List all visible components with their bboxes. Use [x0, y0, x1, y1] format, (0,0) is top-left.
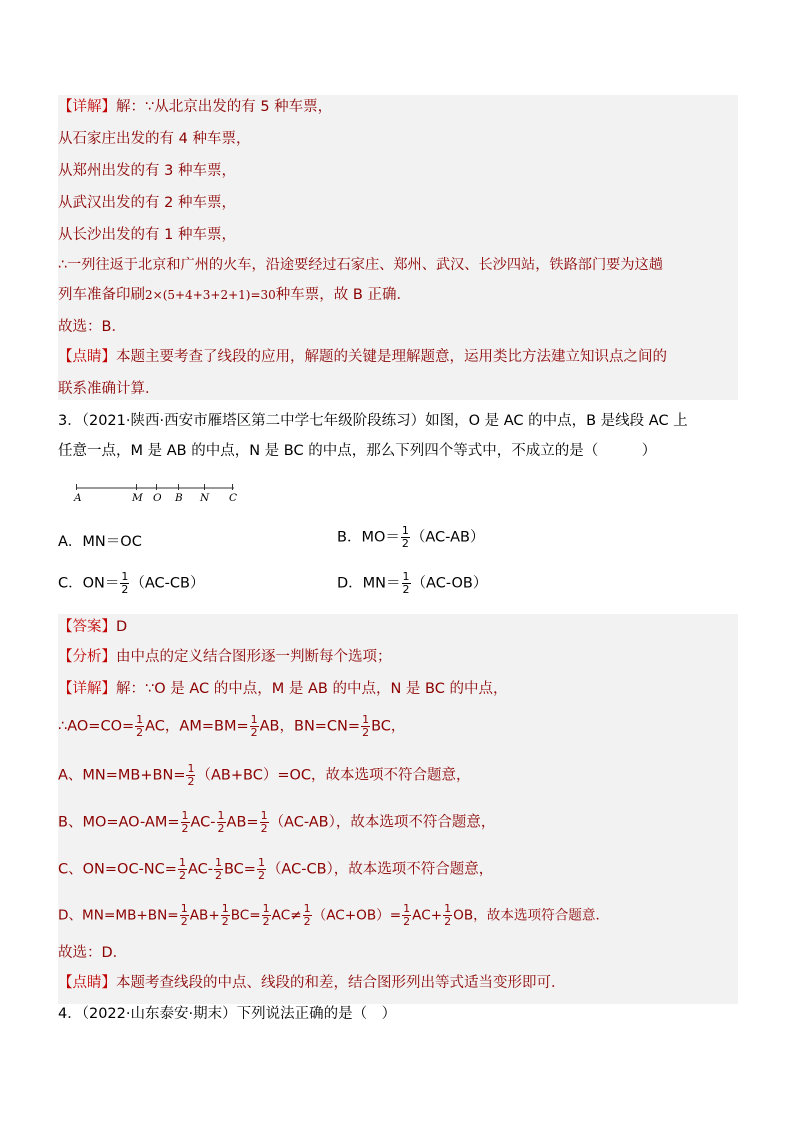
option-a-check	[58, 763, 471, 788]
fraction-half	[186, 763, 195, 788]
frac-den: 2	[178, 869, 186, 882]
option-a: A．MN＝OC	[58, 534, 142, 550]
eq-part: B、MO=AO-AM=	[58, 814, 180, 831]
fraction-half	[180, 903, 189, 928]
option-d-check	[58, 903, 609, 928]
frac-num: 1	[187, 762, 195, 775]
question-3-line-2: 任意一点，M 是 AB 的中点，N 是 BC 的中点，那么下列四个等式中，不成立的是（ ）	[58, 443, 657, 459]
segment-line	[74, 484, 254, 492]
frac-den: 2	[362, 726, 370, 739]
fraction-half	[221, 903, 230, 928]
print-suffix: 种车票，故 B 正确．	[275, 287, 411, 303]
detail-line-2: 从石家庄出发的有 4 种车票，	[58, 131, 251, 147]
option-b-pre: B．MO＝	[337, 529, 400, 546]
frac-num: 1	[217, 809, 225, 822]
frac-num: 1	[250, 713, 258, 726]
eq-part: D、MN=MB+BN=	[58, 907, 179, 924]
frac-den: 2	[181, 822, 189, 835]
eq-part: AC≠	[271, 907, 302, 924]
analysis-text: 由中点的定义结合图形逐一判断每个选项；	[116, 649, 392, 665]
detail-line-3: 从郑州出发的有 3 种车票，	[58, 163, 236, 179]
option-c-post: （AC-CB）	[130, 575, 205, 592]
label-a: A	[74, 492, 82, 504]
detail3-line	[58, 679, 507, 699]
solution-block-3	[58, 614, 738, 1004]
label-b: B	[175, 492, 183, 504]
eq-part: （AB+BC）=OC，故本选项不符合题意，	[196, 767, 471, 784]
option-c-pre: C．ON＝	[58, 575, 120, 592]
fraction-half	[250, 714, 259, 739]
frac-num: 1	[180, 902, 188, 915]
frac-den: 2	[221, 915, 229, 928]
detail-text: 解：∵从北京出发的有 5 种车票，	[116, 99, 333, 115]
frac-num: 1	[221, 902, 229, 915]
frac-den: 2	[121, 583, 129, 596]
choose3-line: 故选：D．	[58, 945, 128, 961]
detail-line-6: ∴一列往返于北京和广州的火车，沿途要经过石家庄、郑州、武汉、长沙四站，铁路部门要为这趟	[58, 257, 663, 273]
tick-c	[232, 484, 233, 490]
detail-line	[58, 97, 332, 117]
detail3-text: 解：∵O 是 AC 的中点，M 是 AB 的中点，N 是 BC 的中点，	[116, 681, 508, 697]
frac-num: 1	[401, 524, 409, 537]
option-b	[337, 525, 484, 550]
comment3-tag: 【点睛】	[58, 975, 116, 991]
fraction-half	[401, 525, 410, 550]
frac-num: 1	[444, 902, 452, 915]
eq-part: AC+	[412, 907, 443, 924]
eq-part: （AC-AB），故本选项不符合题意，	[269, 814, 496, 831]
eq-part: （AC-CB），故本选项不符合题意，	[266, 861, 494, 878]
frac-num: 1	[136, 713, 144, 726]
frac-den: 2	[401, 537, 409, 550]
eq-part: A、MN=MB+BN=	[58, 767, 186, 784]
eq-part: OB，故本选项符合题意．	[453, 907, 610, 924]
label-c: C	[229, 492, 238, 504]
eq-part: AB+	[189, 907, 220, 924]
option-d-post: （AC-OB）	[411, 575, 488, 592]
eq-part: AC-	[187, 861, 213, 878]
frac-den: 2	[250, 726, 258, 739]
answer-line	[58, 617, 127, 637]
answer-value: D	[116, 619, 128, 635]
choose-line: 故选：B．	[58, 319, 126, 335]
frac-num: 1	[181, 809, 189, 822]
eq-part: ∴AO=CO=	[58, 718, 135, 735]
eq-part: AC，AM=BM=	[145, 718, 249, 735]
eq-part: （AC+OB）=	[312, 907, 402, 924]
fraction-half	[443, 903, 452, 928]
fraction-half	[303, 903, 312, 928]
fraction-half	[214, 857, 223, 882]
fraction-half	[181, 810, 190, 835]
eq-part: AC-	[190, 814, 216, 831]
fraction-half	[361, 714, 370, 739]
eq-part: AB，BN=CN=	[259, 718, 361, 735]
detail-tag: 【详解】	[58, 99, 116, 115]
detail-line-7	[58, 285, 411, 305]
label-m: M	[132, 492, 143, 504]
frac-num: 1	[403, 902, 411, 915]
frac-num: 1	[402, 570, 410, 583]
analysis-tag: 【分析】	[58, 649, 116, 665]
frac-den: 2	[303, 915, 311, 928]
comment3-line	[58, 973, 566, 993]
frac-num: 1	[214, 856, 222, 869]
comment-line-2: 联系准确计算．	[58, 381, 160, 397]
fraction-half	[260, 810, 269, 835]
label-o: O	[153, 492, 162, 504]
eq-part: C、ON=OC-NC=	[58, 861, 177, 878]
detail-line-4: 从武汉出发的有 2 种车票，	[58, 195, 236, 211]
question-4-line-1: 4．（2022·山东泰安·期末）下列说法正确的是（ ）	[58, 1006, 397, 1022]
fraction-half	[217, 810, 226, 835]
frac-den: 2	[262, 915, 270, 928]
frac-num: 1	[178, 856, 186, 869]
fraction-half	[262, 903, 271, 928]
fraction-half	[178, 857, 187, 882]
option-c	[58, 571, 204, 596]
answer-tag: 【答案】	[58, 619, 116, 635]
comment-tag: 【点睛】	[58, 349, 116, 365]
comment-line	[58, 347, 667, 367]
fraction-half	[257, 857, 266, 882]
detail-line-5: 从长沙出发的有 1 种车票，	[58, 227, 236, 243]
eq-part: BC，	[371, 718, 406, 735]
frac-den: 2	[260, 822, 268, 835]
frac-den: 2	[217, 822, 225, 835]
frac-den: 2	[180, 915, 188, 928]
tick-o	[156, 484, 157, 490]
eq-part: BC=	[230, 907, 261, 924]
analysis-line	[58, 647, 392, 667]
tick-m	[136, 484, 137, 490]
frac-num: 1	[260, 809, 268, 822]
option-d-pre: D．MN＝	[337, 575, 401, 592]
midpoint-relations	[58, 714, 405, 739]
fraction-half	[120, 571, 129, 596]
frac-num: 1	[262, 902, 270, 915]
print-prefix: 列车准备印刷	[58, 287, 145, 303]
frac-den: 2	[403, 915, 411, 928]
frac-den: 2	[257, 869, 265, 882]
option-b-check	[58, 810, 495, 835]
segment-figure	[74, 484, 254, 510]
option-d	[337, 571, 487, 596]
frac-den: 2	[214, 869, 222, 882]
fraction-half	[402, 571, 411, 596]
fraction-half	[402, 903, 411, 928]
frac-num: 1	[121, 570, 129, 583]
frac-den: 2	[187, 775, 195, 788]
eq-part: AB=	[226, 814, 259, 831]
tick-n	[204, 484, 205, 490]
frac-den: 2	[136, 726, 144, 739]
comment-text: 本题主要考查了线段的应用，解题的关键是理解题意，运用类比方法建立知识点之间的	[116, 349, 667, 365]
option-b-post: （AC-AB）	[410, 529, 485, 546]
frac-num: 1	[257, 856, 265, 869]
eq-part: BC=	[223, 861, 256, 878]
frac-den: 2	[402, 583, 410, 596]
tick-a	[76, 484, 77, 490]
option-c-check	[58, 857, 493, 882]
frac-num: 1	[303, 902, 311, 915]
detail3-tag: 【详解】	[58, 681, 116, 697]
question-3-line-1: 3．（2021·陕西·西安市雁塔区第二中学七年级阶段练习）如图，O 是 AC 的中点，B 是线段 AC 上	[58, 413, 688, 429]
label-n: N	[200, 492, 210, 504]
frac-den: 2	[444, 915, 452, 928]
comment3-text: 本题考查线段的中点、线段的和差，结合图形列出等式适当变形即可．	[116, 975, 566, 991]
print-formula: 2×(5+4+3+2+1)=30	[145, 288, 276, 302]
fraction-half	[135, 714, 144, 739]
tick-b	[178, 484, 179, 490]
frac-num: 1	[362, 713, 370, 726]
